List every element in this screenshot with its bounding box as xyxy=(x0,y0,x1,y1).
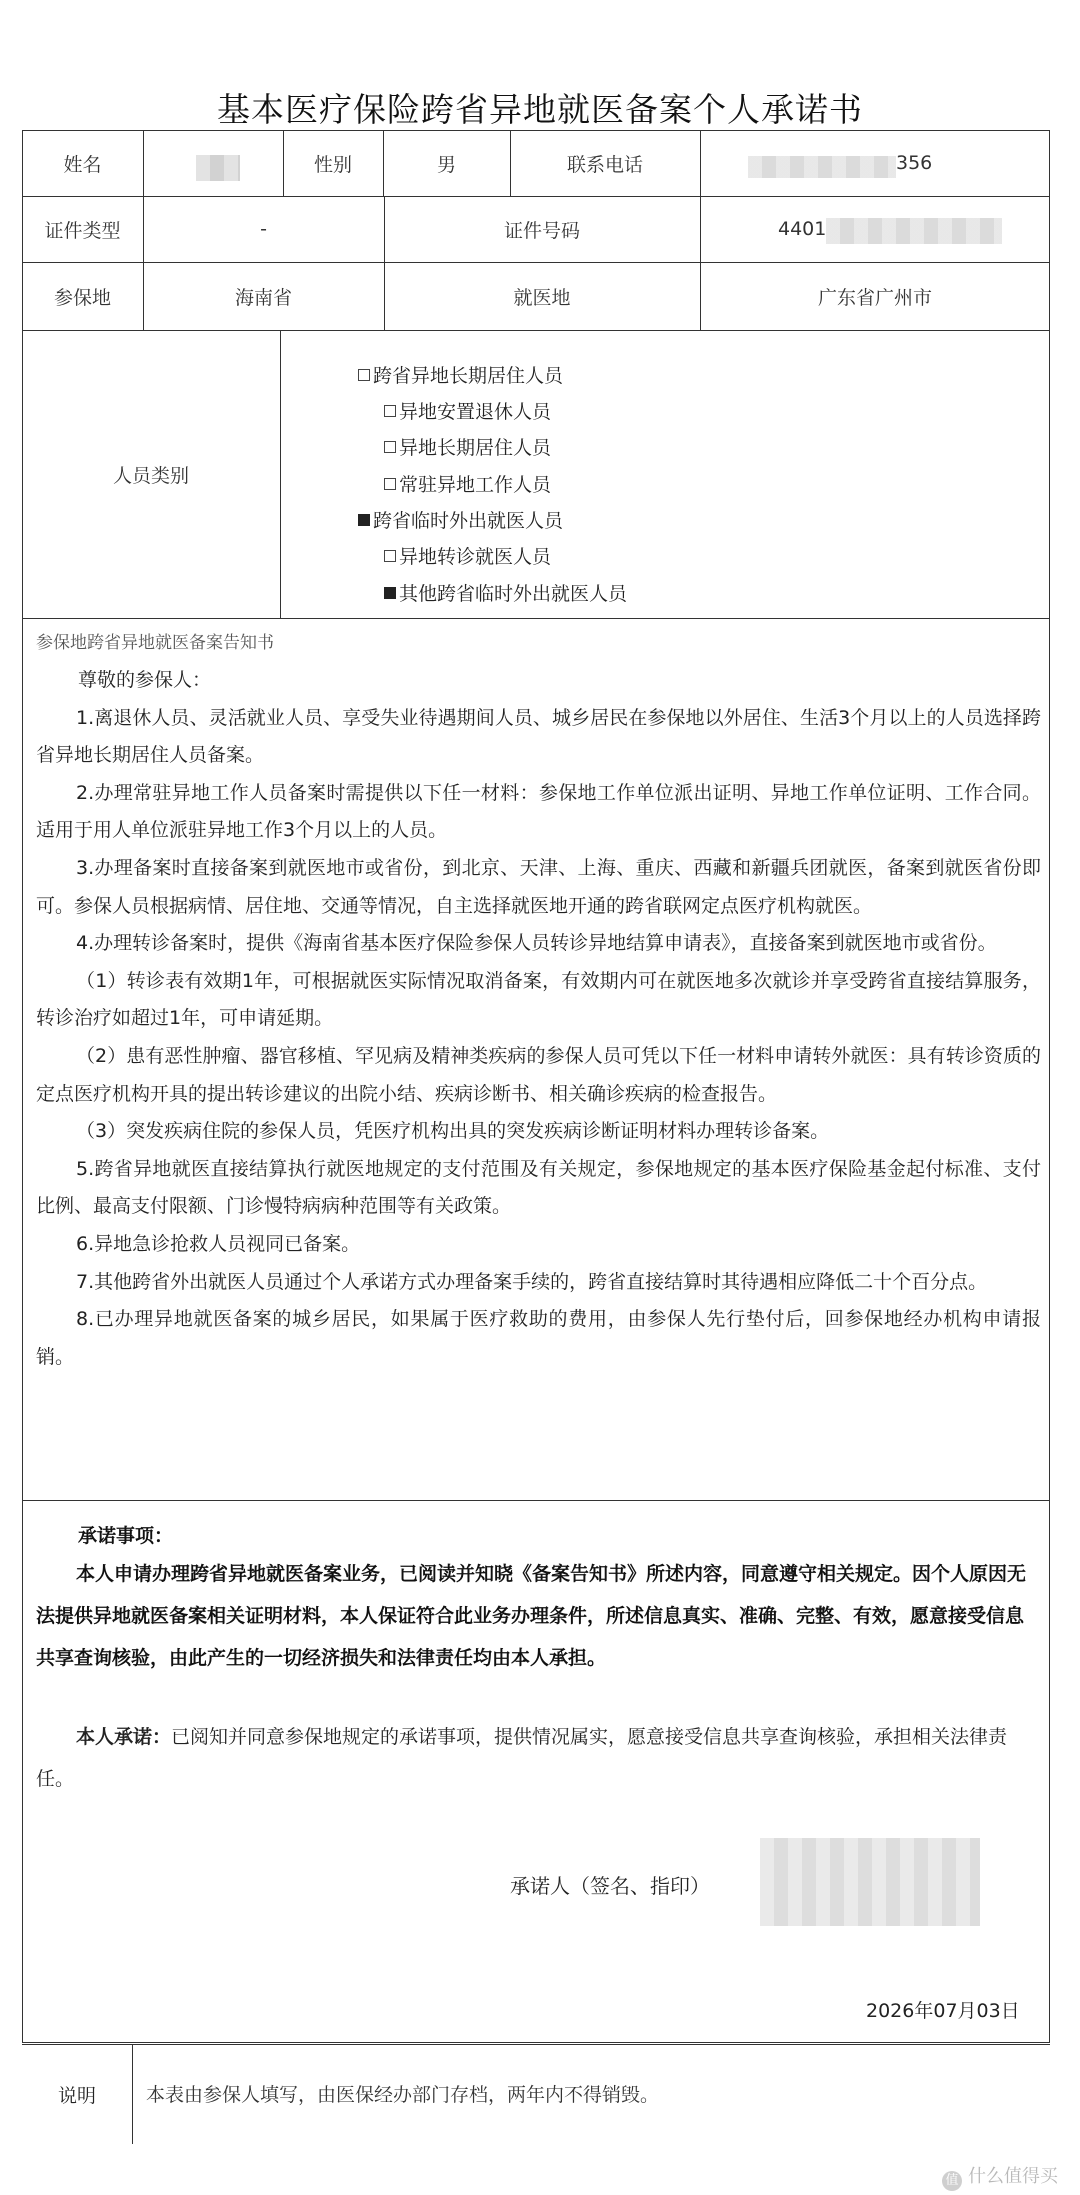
note-text: 本表由参保人填写，由医保经办部门存档，两年内不得销毁。 xyxy=(146,2084,660,2106)
checkbox-icon xyxy=(384,478,396,490)
col-divider xyxy=(700,130,701,196)
id-type-label: 证件类型 xyxy=(44,219,121,242)
notice-paragraph: 3.办理备案时直接备案到就医地市或省份，到北京、天津、上海、重庆、西藏和新疆兵团就医，备案到就医省份即可。参保人员根据病情、居住地、交通等情况，自主选择就医地开通的跨省联网定点医疗机构就医。 xyxy=(36,856,1041,917)
col-divider xyxy=(143,130,144,196)
notice-paragraph: 7.其他跨省外出就医人员通过个人承诺方式办理备案手续的，跨省直接结算时其待遇相应降低二十个百分点。 xyxy=(76,1270,988,1293)
notice-paragraph: 2.办理常驻异地工作人员备案时需提供以下任一材料：参保地工作单位派出证明、异地工作单位证明、工作合同。适用于用人单位派驻异地工作3个月以上的人员。 xyxy=(36,781,1041,842)
checkbox-icon xyxy=(384,405,396,417)
category-label: 人员类别 xyxy=(112,464,189,487)
row-divider xyxy=(22,2044,1050,2045)
notice-paragraph: （2）患有恶性肿瘤、器官移植、罕见病及精神类疾病的参保人员可凭以下任一材料申请转外就医：具有转诊资质的定点医疗机构开具的提出转诊建议的出院小结、疾病诊断书、相关确诊疾病的检查报告。 xyxy=(36,1044,1041,1105)
notice-greeting: 尊敬的参保人： xyxy=(78,669,212,691)
category-item[interactable]: 异地安置退休人员 xyxy=(384,397,551,424)
col-divider xyxy=(132,2044,133,2144)
watermark-logo-icon: 值 xyxy=(942,2171,962,2191)
commitment-label: 本人承诺： xyxy=(76,1726,172,1748)
category-item[interactable]: 跨省异地长期居住人员 xyxy=(358,361,563,388)
row-divider xyxy=(22,1500,1050,1501)
id-number-redacted xyxy=(826,218,1002,244)
watermark: 值 什么值得买 xyxy=(942,2162,1058,2191)
checkbox-checked-icon xyxy=(358,514,370,526)
id-number-prefix: 4401 xyxy=(778,218,827,240)
notice-paragraph: （1）转诊表有效期1年，可根据就医实际情况取消备案，有效期内可在就医地多次就诊并享受跨省直接结算服务，转诊治疗如超过1年，可申请延期。 xyxy=(36,969,1041,1030)
category-item[interactable]: 异地转诊就医人员 xyxy=(384,542,551,569)
notice-paragraph: 5.跨省异地就医直接结算执行就医地规定的支付范围及有关规定，参保地规定的基本医疗保险基金起付标准、支付比例、最高支付限额、门诊慢特病病种范围等有关政策。 xyxy=(36,1157,1041,1218)
category-item[interactable]: 常驻异地工作人员 xyxy=(384,470,551,497)
checkbox-icon xyxy=(384,550,396,562)
category-item[interactable]: 其他跨省临时外出就医人员 xyxy=(384,579,627,606)
gender-label: 性别 xyxy=(313,153,352,176)
commitment-text: 已阅知并同意参保地规定的承诺事项，提供情况属实，愿意接受信息共享查询核验，承担相关法律责任。 xyxy=(36,1726,1008,1790)
checkbox-icon xyxy=(358,369,370,381)
col-divider xyxy=(280,330,281,618)
notice-heading: 参保地跨省异地就医备案告知书 xyxy=(36,633,274,653)
id-number-label: 证件号码 xyxy=(503,219,580,242)
sign-date: 2026年07月03日 xyxy=(866,2000,1020,2022)
insured-place-value: 海南省 xyxy=(234,286,292,309)
phone-suffix: 356 xyxy=(896,152,933,174)
category-item[interactable]: 跨省临时外出就医人员 xyxy=(358,506,563,533)
checkbox-checked-icon xyxy=(384,587,396,599)
signer-label: 承诺人（签名、指印） xyxy=(510,1874,710,1898)
id-type-value: - xyxy=(260,218,267,240)
category-item[interactable]: 异地长期居住人员 xyxy=(384,433,551,460)
insured-place-label: 参保地 xyxy=(53,286,111,309)
medical-place-value: 广东省广州市 xyxy=(817,286,932,309)
phone-label: 联系电话 xyxy=(566,153,643,176)
notice-paragraph: 8.已办理异地就医备案的城乡居民，如果属于医疗救助的费用，由参保人先行垫付后，回参保地经办机构申请报销。 xyxy=(36,1308,1041,1368)
notice-paragraph: 4.办理转诊备案时，提供《海南省基本医疗保险参保人员转诊异地结算申请表》，直接备案到就医地市或省份。 xyxy=(76,932,997,955)
gender-value: 男 xyxy=(436,153,456,176)
checkbox-icon xyxy=(384,441,396,453)
notice-body xyxy=(36,662,1041,1376)
promise-heading: 承诺事项： xyxy=(78,1525,174,1547)
commitment-statement xyxy=(36,1716,1041,1800)
notice-paragraph: 1.离退休人员、灵活就业人员、享受失业待遇期间人员、城乡居民在参保地以外居住、生活3个月以上的人员选择跨省异地长期居住人员备案。 xyxy=(36,706,1041,767)
promise-body: 本人申请办理跨省异地就医备案业务，已阅读并知晓《备案告知书》所述内容，同意遵守相关规定。因个人原因无法提供异地就医备案相关证明材料，本人保证符合此业务办理条件，所述信息真实、准确、完整、有效，愿意接受信息共享查询核验，由此产生的一切经济损失和法律责任均由本人承担。 xyxy=(36,1563,1027,1669)
medical-place-label: 就医地 xyxy=(513,286,571,309)
notice-paragraph: （3）突发疾病住院的参保人员，凭医疗机构出具的突发疾病诊断证明材料办理转诊备案。 xyxy=(76,1120,830,1143)
notice-paragraph: 6.异地急诊抢救人员视同已备案。 xyxy=(76,1232,361,1255)
document-title: 基本医疗保险跨省异地就医备案个人承诺书 xyxy=(217,90,863,129)
phone-redacted xyxy=(748,156,896,178)
note-label: 说明 xyxy=(57,2084,96,2107)
signature-redacted xyxy=(760,1838,980,1926)
row-divider xyxy=(22,618,1050,619)
name-label: 姓名 xyxy=(63,153,102,176)
name-redacted xyxy=(196,155,240,181)
